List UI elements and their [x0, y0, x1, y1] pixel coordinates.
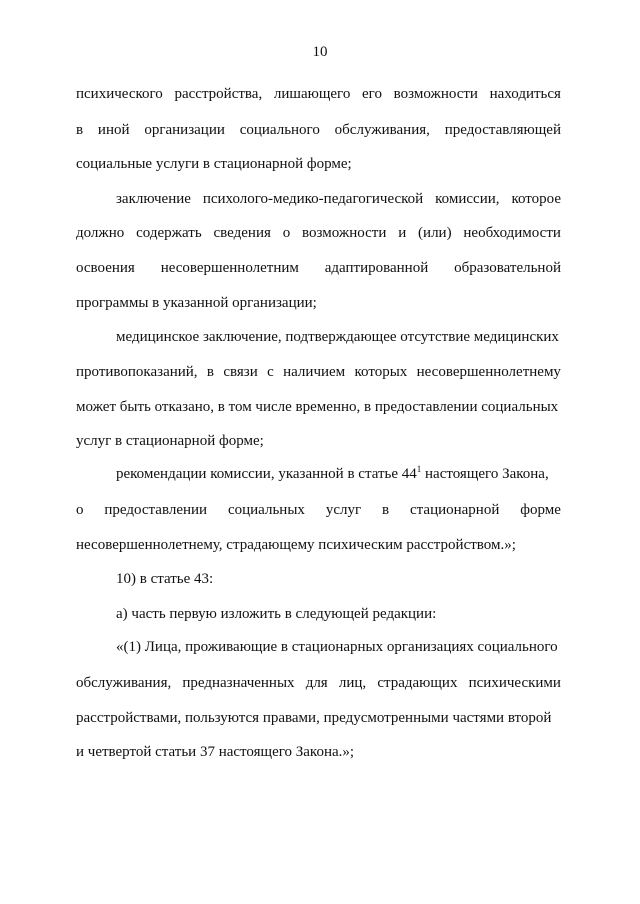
text-line-2-word-4: социального [239, 122, 320, 138]
text-line-13-word-1: о [76, 502, 84, 518]
text-line-13-word-4: услуг [325, 502, 362, 518]
text-line-13-word-3: социальных [227, 502, 305, 518]
text-line-9-word-2: в [206, 364, 214, 380]
text-line-12-tail: настоящего Закона, [421, 466, 549, 482]
text-line-18-word-6: психическими [468, 675, 561, 691]
text-line-5-word-2: содержать [136, 225, 202, 241]
text-line-16: а) часть первую изложить в следующей редакции: [116, 606, 437, 622]
text-line-5-word-8: необходимости [463, 225, 561, 241]
text-line-9-word-6: которых [354, 364, 408, 380]
text-line-1-word-3: лишающего [273, 86, 351, 102]
text-line-5-word-6: и [398, 225, 407, 241]
text-line-2-word-2: иной [97, 122, 130, 138]
text-line-6 [76, 258, 561, 278]
text-line-13-word-2: предоставлении [104, 502, 208, 518]
text-line-5-word-7: (или) [418, 225, 452, 241]
text-line-3: социальные услуги в стационарной форме; [76, 156, 352, 172]
text-line-11: услуг в стационарной форме; [76, 433, 264, 449]
text-line-9 [76, 362, 561, 382]
text-line-1 [76, 84, 561, 104]
text-line-4-word-4: которое [511, 191, 561, 207]
text-line-13-word-7: форме [520, 502, 561, 518]
text-line-13-word-6: стационарной [410, 502, 500, 518]
text-line-1-word-6: находиться [489, 86, 561, 102]
text-line-1-word-4: его [362, 86, 382, 102]
text-line-1-word-5: возможности [393, 86, 478, 102]
text-line-18-word-2: предназначенных [182, 675, 295, 691]
text-line-5 [76, 223, 561, 243]
text-line-10: может быть отказано, в том числе временно, в предоставлении социальных [76, 399, 559, 415]
text-line-20: и четвертой статьи 37 настоящего Закона.»; [76, 744, 355, 760]
superscript-1: 1 [416, 464, 422, 474]
text-line-2-word-1: в [76, 122, 84, 138]
text-line-18 [76, 673, 561, 693]
text-line-14: несовершеннолетнему, страдающему психическим расстройством.»; [76, 537, 516, 553]
text-line-5-word-3: сведения [213, 225, 271, 241]
text-line-13 [76, 500, 561, 520]
text-line-17: «(1) Лица, проживающие в стационарных организациях социального [116, 639, 558, 655]
text-line-9-word-7: несовершеннолетнему [416, 364, 561, 380]
page-number: 10 [312, 44, 328, 60]
text-line-18-word-1: обслуживания, [76, 675, 172, 691]
text-line-4-word-1: заключение [116, 191, 191, 207]
text-line-4-word-3: комиссии, [435, 191, 500, 207]
text-line-6-word-3: адаптированной [324, 260, 429, 276]
text-line-18-word-5: страдающих [377, 675, 458, 691]
text-line-6-word-4: образовательной [454, 260, 561, 276]
text-line-9-word-5: наличием [283, 364, 346, 380]
text-line-4 [116, 189, 561, 209]
text-line-2-word-6: предоставляющей [444, 122, 561, 138]
text-line-12 [116, 464, 561, 484]
text-line-5-word-4: о [282, 225, 291, 241]
text-line-9-word-4: с [267, 364, 274, 380]
text-line-1-word-2: расстройства, [174, 86, 263, 102]
text-line-8: медицинское заключение, подтверждающее отсутствие медицинских [116, 329, 559, 345]
text-line-9-word-3: связи [223, 364, 258, 380]
text-line-18-word-3: для [305, 675, 328, 691]
text-line-5-word-5: возможности [302, 225, 387, 241]
text-line-7: программы в указанной организации; [76, 295, 317, 311]
text-line-2-word-5: обслуживания, [334, 122, 430, 138]
text-line-6-word-1: освоения [76, 260, 135, 276]
text-line-2 [76, 120, 561, 140]
text-line-2-word-3: организации [144, 122, 225, 138]
text-line-5-word-1: должно [76, 225, 125, 241]
text-line-15: 10) в статье 43: [116, 571, 214, 587]
text-line-1-word-1: психического [76, 86, 163, 102]
text-line-4-word-2: психолого-медико-педагогической [202, 191, 424, 207]
text-line-18-word-4: лиц, [338, 675, 367, 691]
text-line-13-word-5: в [382, 502, 390, 518]
text-line-19: расстройствами, пользуются правами, предусмотренными частями второй [76, 710, 552, 726]
text-line-6-word-2: несовершеннолетним [160, 260, 299, 276]
text-line-9-word-1: противопоказаний, [76, 364, 198, 380]
text-line-12-main: рекомендации комиссии, указанной в статье 44 [116, 466, 417, 482]
